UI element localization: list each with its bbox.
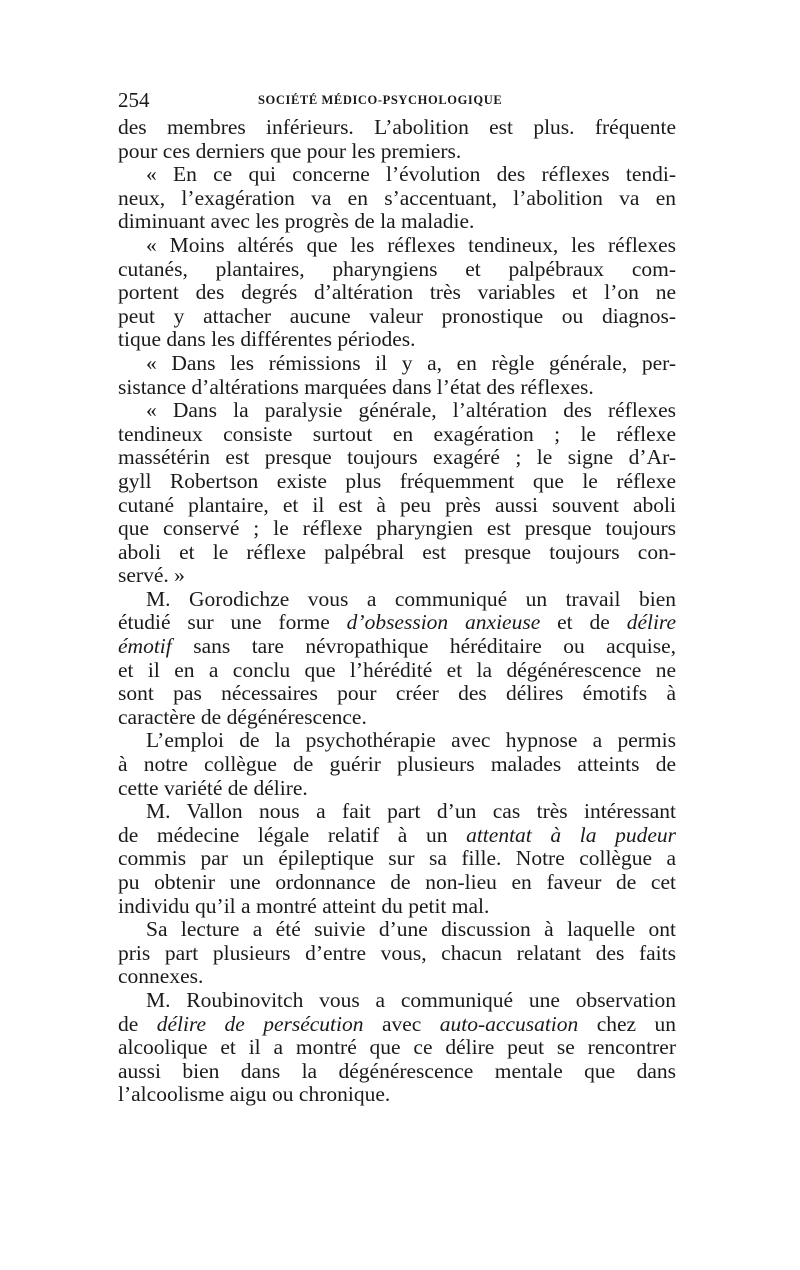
text-line: peut y attacher aucune valeur pronostique ou diagnos- [118,303,676,328]
paragraph [118,588,676,730]
paragraph [118,989,676,1107]
italic-term: auto-accusation [439,1011,579,1036]
text-line: à notre collègue de guérir plusieurs malades atteints de [118,752,676,777]
text-segment: et de [557,610,610,635]
text-line: sistance d’altérations marquées dans l’état des réflexes. [118,374,594,399]
text-line: et il en a conclu que l’hérédité et la dégénérescence ne [118,657,676,682]
text-line: cutanés, plantaires, pharyngiens et palpébraux com- [118,256,676,281]
italic-term: attentat à la pudeur [466,822,677,847]
text-line: que conservé ; le réflexe pharyngien est presque toujours [118,516,676,541]
italic-term: d’obsession anxieuse [346,610,541,635]
paragraph [118,729,676,800]
paragraph [118,116,676,163]
text-line: individu qu’il a montré atteint du petit mal. [118,893,490,918]
paragraph [118,918,676,989]
text-line: Sa lecture a été suivie d’une discussion à laquelle ont [146,917,676,942]
text-line [118,824,676,848]
text-segment: sans tare névropathique héréditaire ou acquise, [193,634,677,659]
italic-term: délire [626,610,677,635]
text-line: l’alcoolisme aigu ou chronique. [118,1082,391,1107]
text-line: connexes. [118,964,204,989]
text-line [118,1013,676,1037]
text-line: alcoolique et il a montré que ce délire peut se rencontrer [118,1035,676,1060]
text-segment: de médecine légale relatif à un [118,822,448,847]
text-line: aussi bien dans la dégénérescence mentale que dans [118,1058,676,1083]
text-line: caractère de dégénérescence. [118,704,367,729]
text-line: aboli et le réflexe palpébral est presque toujours con- [118,539,676,564]
text-line: des membres inférieurs. L’abolition est plus. fréquente [118,115,676,139]
text-line: tique dans les différentes périodes. [118,327,416,352]
text-segment: avec [381,1011,422,1036]
text-line: cette variété de délire. [118,775,308,800]
body-text [118,116,676,1107]
text-line: pris part plusieurs d’entre vous, chacun relatant des faits [118,940,676,965]
paragraph [118,352,676,399]
running-head [118,88,676,112]
italic-term: émotif [118,634,172,659]
paragraph [118,163,676,234]
paragraph [118,399,676,588]
page-number: 254 [118,88,150,112]
text-line: portent des degrés d’altération très variables et l’on ne [118,280,676,305]
paragraph [118,234,676,352]
text-segment: de [118,1011,139,1036]
text-line: cutané plantaire, et il est à peu près aussi souvent aboli [118,492,676,517]
text-line [118,611,676,635]
paragraph [118,800,676,918]
text-line [118,635,676,659]
text-line: diminuant avec les progrès de la maladie. [118,209,475,234]
text-segment: étudié sur une forme [118,610,330,635]
text-segment: chez un [596,1011,677,1036]
text-line: servé. » [118,563,185,588]
text-line: tendineux consiste surtout en exagération ; le réflexe [118,421,676,446]
text-line: pour ces derniers que pour les premiers. [118,138,462,163]
text-line: « Dans les rémissions il y a, en règle générale, per- [146,350,676,375]
italic-term: délire de persécution [156,1011,364,1036]
text-line: pu obtenir une ordonnance de non-lieu en faveur de cet [118,870,676,894]
text-line: L’emploi de la psychothérapie avec hypnose a permis [146,728,676,753]
running-title: SOCIÉTÉ MÉDICO-PSYCHOLOGIQUE [258,93,503,107]
text-line: massétérin est presque toujours exagéré ; le signe d’Ar- [118,445,676,470]
text-line: commis par un épileptique sur sa fille. Notre collègue a [118,846,676,871]
text-line: « Dans la paralysie générale, l’altération des réflexes [146,398,676,423]
text-line: M. Vallon nous a fait part d’un cas très intéressant [146,799,676,824]
text-line: « En ce qui concerne l’évolution des réflexes tendi- [146,162,676,187]
text-line: M. Roubinovitch vous a communiqué une observation [146,987,676,1012]
text-line: « Moins altérés que les réflexes tendineux, les réflexes [146,232,676,257]
text-line: neux, l’exagération va en s’accentuant, l’abolition va en [118,185,676,210]
text-line: sont pas nécessaires pour créer des délires émotifs à [118,681,676,706]
text-line: M. Gorodichze vous a communiqué un travail bien [146,586,676,611]
book-page [118,88,676,1107]
text-line: gyll Robertson existe plus fréquemment que le réflexe [118,468,676,493]
